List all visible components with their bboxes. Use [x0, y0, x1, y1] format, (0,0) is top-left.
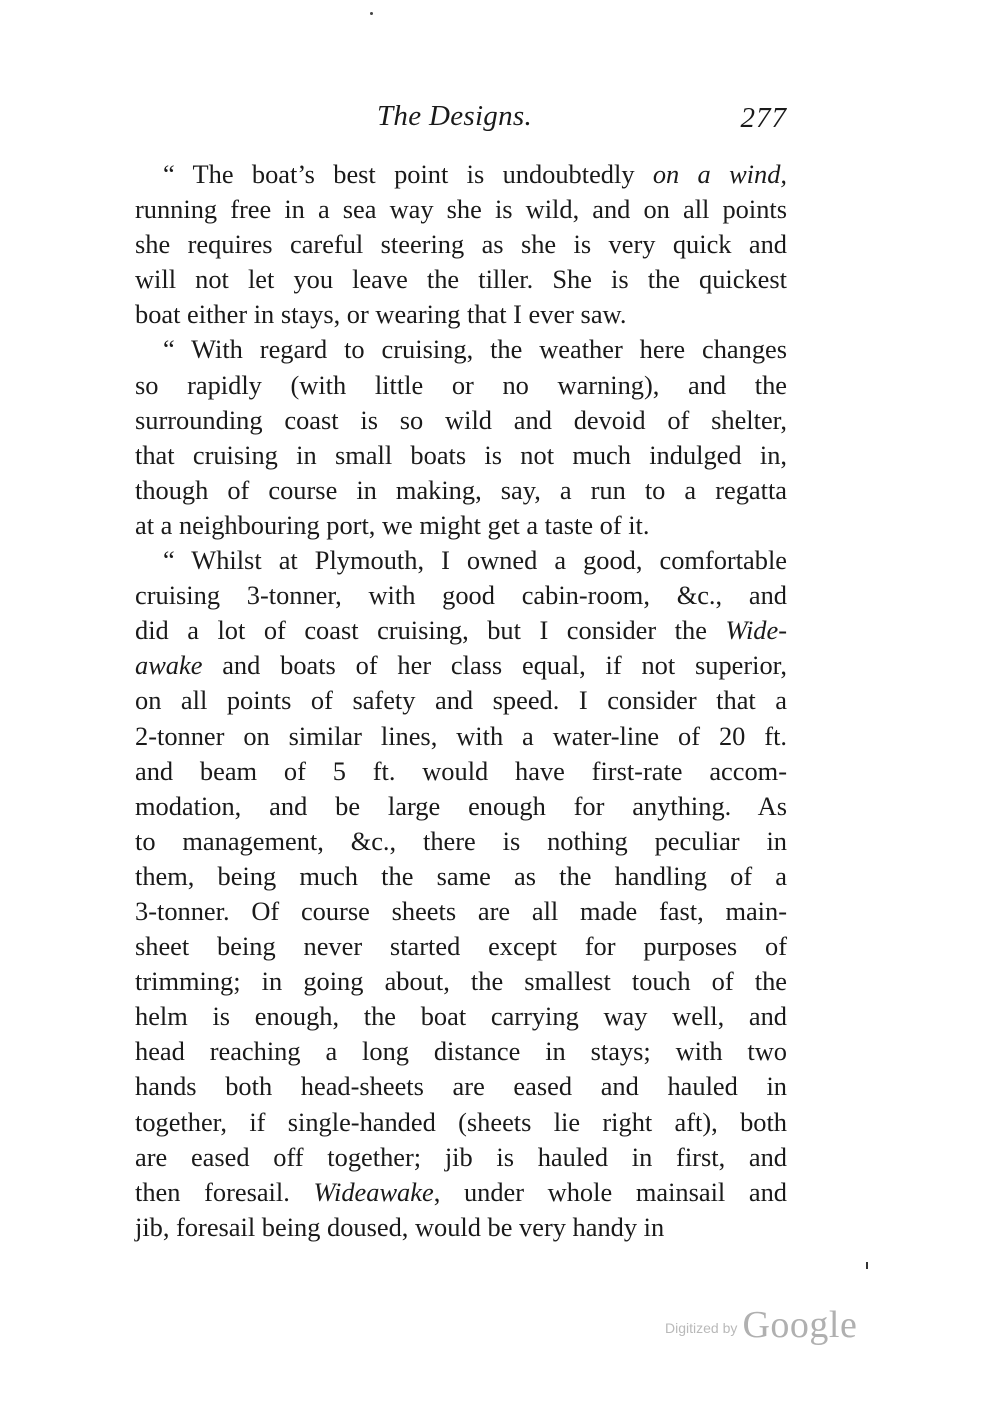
text-line — [135, 929, 787, 964]
text-run: surrounding coast is so wild and devoid of shelter, — [135, 404, 787, 435]
text-line — [135, 192, 787, 227]
italic-run: awake — [135, 650, 203, 681]
digitized-watermark — [665, 1303, 857, 1347]
text-line — [135, 227, 787, 262]
text-run: and beam of 5 ft. would have first-rate accom- — [135, 755, 787, 786]
text-run: cruising 3-tonner, with good cabin-room, &c., and — [135, 580, 787, 611]
text-run: 3-tonner. Of course sheets are all made fast, main- — [135, 895, 787, 926]
text-run: trimming; in going about, the smallest touch of the — [135, 966, 787, 997]
text-run: modation, and be large enough for anything. As — [135, 790, 787, 821]
text-run: that cruising in small boats is not much indulged in, — [135, 439, 787, 470]
margin-mark — [866, 1262, 868, 1269]
text-line — [135, 859, 787, 894]
running-title: The Designs. — [377, 100, 533, 132]
text-line — [135, 297, 787, 332]
text-line — [135, 789, 787, 824]
text-run: then foresail. — [135, 1176, 314, 1207]
running-head — [135, 100, 787, 136]
text-run: sheet being never started except for purposes of — [135, 931, 787, 962]
text-line — [135, 157, 787, 192]
text-run: running free in a sea way she is wild, and on all points — [135, 194, 787, 225]
text-run: “ Whilst at Plymouth, I owned a good, comfortable — [163, 545, 787, 576]
text-run: on all points of safety and speed. I consider that a — [135, 685, 787, 716]
text-run: together, if single-handed (sheets lie right aft), both — [135, 1106, 787, 1137]
text-line — [135, 683, 787, 718]
paragraph — [135, 332, 787, 543]
text-line — [135, 543, 787, 578]
text-run: will not let you leave the tiller. She is the quickest — [135, 264, 787, 295]
text-run: she requires careful steering as she is very quick and — [135, 229, 787, 260]
italic-run: Wideawake — [313, 1176, 434, 1207]
text-run: at a neighbouring port, we might get a taste of it. — [135, 509, 650, 540]
italic-run: on a wind, — [652, 159, 787, 189]
text-line — [135, 508, 787, 543]
text-run: are eased off together; jib is hauled in first, and — [135, 1141, 787, 1172]
text-line — [135, 824, 787, 859]
text-line — [135, 613, 787, 648]
text-run: to management, &c., there is nothing peculiar in — [135, 825, 787, 856]
text-line — [135, 999, 787, 1034]
text-run: hands both head-sheets are eased and hauled in — [135, 1071, 787, 1102]
page-number: 277 — [740, 102, 787, 134]
text-line — [135, 403, 787, 438]
text-line — [135, 719, 787, 754]
text-line — [135, 1175, 787, 1210]
text-line — [135, 332, 787, 367]
text-line — [135, 473, 787, 508]
text-run: , under whole mainsail and — [433, 1176, 787, 1207]
text-run: 2-tonner on similar lines, with a water-line of 20 ft. — [135, 720, 787, 751]
text-run: and boats of her class equal, if not superior, — [202, 650, 787, 681]
text-line — [135, 438, 787, 473]
text-run: did a lot of coast cruising, but I consider the — [135, 615, 726, 646]
text-run: though of course in making, say, a run to a regatta — [135, 474, 787, 505]
text-line — [135, 894, 787, 929]
text-line — [135, 1210, 787, 1245]
scan-speck — [370, 12, 373, 15]
text-run: helm is enough, the boat carrying way well, and — [135, 1001, 787, 1032]
text-run: boat either in stays, or wearing that I ever saw. — [135, 299, 627, 330]
paragraph — [135, 543, 787, 1245]
text-run: “ The boat’s best point is undoubtedly — [163, 159, 653, 189]
text-line — [135, 368, 787, 403]
text-line — [135, 578, 787, 613]
text-run: so rapidly (with little or no warning), and the — [135, 369, 787, 400]
text-line — [135, 1034, 787, 1069]
text-line — [135, 754, 787, 789]
text-line — [135, 1140, 787, 1175]
text-line — [135, 1105, 787, 1140]
text-run: “ With regard to cruising, the weather here changes — [163, 334, 787, 365]
text-line — [135, 262, 787, 297]
text-line — [135, 1069, 787, 1104]
italic-run: Wide- — [725, 615, 787, 646]
text-line — [135, 648, 787, 683]
paragraph — [135, 157, 787, 332]
text-run: them, being much the same as the handling of a — [135, 860, 787, 891]
text-line — [135, 964, 787, 999]
body-text — [135, 157, 787, 1245]
text-run: head reaching a long distance in stays; with two — [135, 1036, 787, 1067]
watermark-prefix: Digitized by — [665, 1320, 738, 1336]
google-logo: Google — [742, 1304, 858, 1346]
text-run: jib, foresail being doused, would be very handy in — [135, 1211, 665, 1242]
